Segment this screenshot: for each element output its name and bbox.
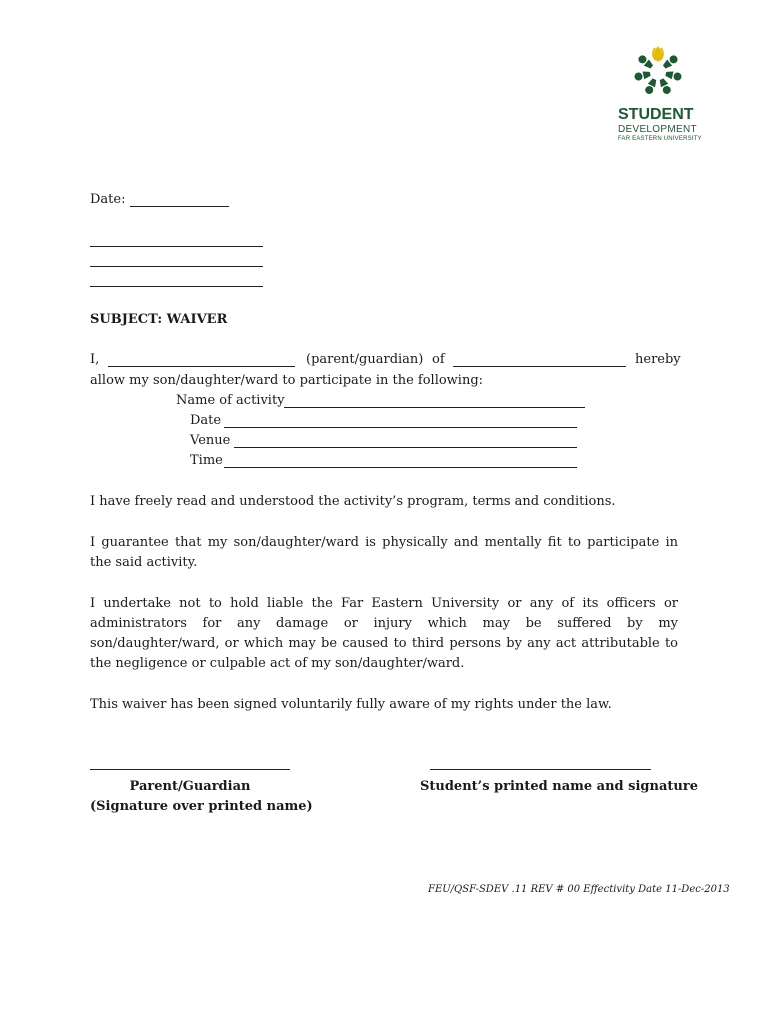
- intro-i: I,: [90, 352, 100, 367]
- paragraph-liability: I undertake not to hold liable the Far Eastern University or any of its officers or administrators for any damage or injury which may be suffered by my son/daughter/ward, or which may be caused to third persons by any act attributable to the negligence or culpable act of my son/daughter/ward.: [90, 596, 678, 671]
- field-label-activity: Name of activity: [176, 393, 285, 408]
- form-code-footer: FEU/QSF-SDEV .11 REV # 00 Effectivity Date 11-Dec-2013: [428, 884, 730, 895]
- paragraph-guarantee: I guarantee that my son/daughter/ward is physically and mentally fit to participate in the said activity.: [90, 535, 678, 570]
- parent-name-blank[interactable]: [108, 366, 295, 367]
- subject-heading: SUBJECT: WAIVER: [90, 312, 228, 327]
- field-label-date: Date: [190, 413, 222, 428]
- field-blank-venue[interactable]: [234, 447, 577, 448]
- parent-signature-label: Parent/Guardian: [129, 779, 251, 794]
- field-blank-activity[interactable]: [284, 407, 585, 408]
- date-blank[interactable]: [130, 206, 229, 207]
- address-line-1[interactable]: [90, 246, 263, 247]
- logo-university: FAR EASTERN UNIVERSITY: [618, 136, 702, 142]
- intro-hereby: hereby: [635, 352, 681, 367]
- parent-signature-sublabel: (Signature over printed name): [90, 799, 313, 814]
- child-name-blank[interactable]: [453, 366, 626, 367]
- paragraph-read-understood: I have freely read and understood the activity’s program, terms and conditions.: [90, 494, 616, 509]
- address-line-2[interactable]: [90, 266, 263, 267]
- intro-continuation: allow my son/daughter/ward to participate in the following:: [90, 373, 484, 388]
- logo-emblem-icon: [628, 44, 688, 104]
- field-blank-date[interactable]: [224, 427, 577, 428]
- logo-subtitle: DEVELOPMENT: [618, 124, 697, 135]
- student-signature-label: Student’s printed name and signature: [420, 779, 698, 794]
- intro-of: of: [432, 352, 445, 367]
- date-label: Date:: [90, 192, 126, 207]
- field-label-venue: Venue: [190, 433, 231, 448]
- field-label-time: Time: [190, 453, 223, 468]
- paragraph-voluntary: This waiver has been signed voluntarily fully aware of my rights under the law.: [90, 697, 612, 712]
- field-blank-time[interactable]: [224, 467, 577, 468]
- student-development-logo: [618, 44, 708, 144]
- student-signature-line[interactable]: [430, 769, 651, 770]
- logo-title: STUDENT: [618, 106, 694, 123]
- intro-parent-guardian: (parent/guardian): [306, 352, 424, 367]
- parent-signature-line[interactable]: [90, 769, 290, 770]
- address-line-3[interactable]: [90, 286, 263, 287]
